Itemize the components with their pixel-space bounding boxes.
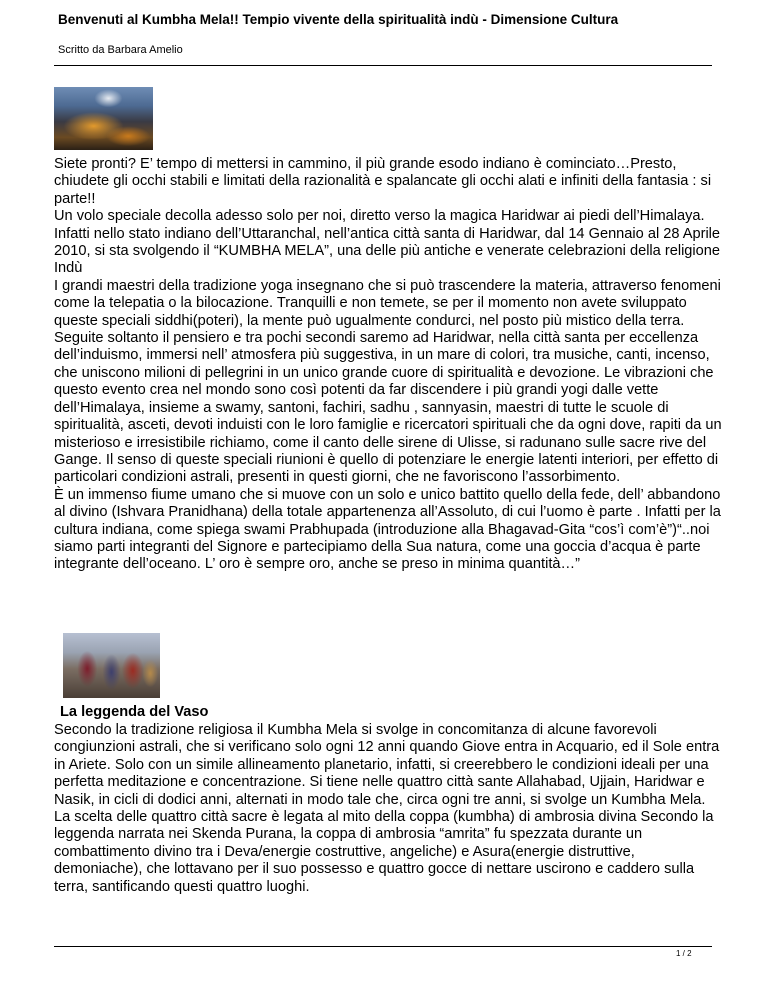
pilgrims-photo xyxy=(63,633,160,698)
paragraph: È un immenso fiume umano che si muove con un solo e unico battito quello della fede, dell’ abbandono al divino (Ishvara Pranidhana) della totale appartenenza all’Assoluto, di cui l’uomo è parte . Infatti per la cultura indiana, come spiega swami Prabhupada (introduzione alla Bhagavad-Gita “cos’ì com’è”)“..noi siamo parti integranti del Signore e partecipiamo della Sua natura, come una goccia d’acqua è parte integrante dell’oceano. L’ oro è sempre oro, anche se preso in minima quantità…” xyxy=(54,486,721,573)
paragraph: I grandi maestri della tradizione yoga insegnano che si può trascendere la materia, attraverso fenomeni come la telepatia o la bilocazione. Tranquilli e non temete, se per il momento non avete sviluppato queste speciali siddhi(poteri), la mente può ugualmente condurci, nel posto più mistico della terra. Seguite soltanto il pensiero e tra pochi secondi saremo ad Haridwar, nella città santa per eccellenza dell’induismo, immersi nell’ atmosfera più suggestiva, in un mare di colori, tra musiche, canti, incenso, che uniscono milioni di pellegrini in un unico grande cuore di spiritualità e devozione. Le vibrazioni che questo evento crea nel mondo sono così potenti da far discendere i più grandi yogi dalle vette dell’Himalaya, insieme a swamy, santoni, fachiri, sadhu , sannyasin, maestri di tutte le scuole di spiritualità, asceti, devoti induisti con le loro famiglie e ricercatori spirituali che da ogni dove, rapiti da un misterioso e irresistibile richiamo, come il canto delle sirene di Ulisse, si radunano sulle sacre rive del Gange. Il senso di queste speciali riunioni è quello di potenziare le energie latenti interiori, per effetto di particolari condizioni astrali, presenti in questi giorni, che ne favoriscono l’assorbimento. xyxy=(54,277,722,486)
author-byline: Scritto da Barbara Amelio xyxy=(58,44,183,56)
paragraph: Secondo la tradizione religiosa il Kumbha Mela si svolge in concomitanza di alcune favorevoli congiunzioni astrali, che si verificano solo ogni 12 anni quando Giove entra in Acquario, ed il Sole entra in Ariete. Solo con un simile allineamento planetario, infatti, si creerebbero le condizioni ideali per una perfetta meditazione e concentrazione. Si tiene nelle quattro città sante Allahabad, Ujjain, Haridwar e Nasik, in cicli di dodici anni, alternati in modo tale che, circa ogni tre anni, si svolge un Kumbha Mela. La scelta delle quattro città sacre è legata al mito della coppa (kumbha) di ambrosia divina Secondo la leggenda narrata nei Skenda Purana, la coppa di ambrosia “amrita” fu spezzata durante un combattimento divino tra i Deva/energie costruttive, angeliche) e Asura(energie distruttive, demoniache), che lottavano per il suo possesso e quattro gocce di nettare uscirono e caddero sulla terra, santificando questi quattro luoghi. xyxy=(54,722,720,895)
page-number: 1 / 2 xyxy=(676,949,692,958)
kumbha-mela-photo-night xyxy=(54,87,153,150)
header-divider xyxy=(54,65,712,66)
page-title: Benvenuti al Kumbha Mela!! Tempio vivente della spiritualità indù - Dimensione Cultura xyxy=(58,12,619,27)
section-body xyxy=(54,722,722,896)
section-heading: La leggenda del Vaso xyxy=(60,704,209,720)
paragraph: Un volo speciale decolla adesso solo per noi, diretto verso la magica Haridwar ai piedi dell’Himalaya. Infatti nello stato indiano dell’Uttaranchal, nell’antica città santa di Haridwar, dal 14 Gennaio al 28 Aprile 2010, si sta svolgendo il “KUMBHA MELA”, una delle più antiche e venerate celebrazioni della religione Indù xyxy=(54,208,721,277)
paragraph: Siete pronti? E’ tempo di mettersi in cammino, il più grande esodo indiano è cominciato…Presto, chiudete gli occhi stabili e limitati della razionalità e spalancate gli occhi alati e infiniti della fantasia : si parte!! xyxy=(54,156,712,207)
footer-divider xyxy=(54,946,712,947)
article-body xyxy=(54,156,722,574)
